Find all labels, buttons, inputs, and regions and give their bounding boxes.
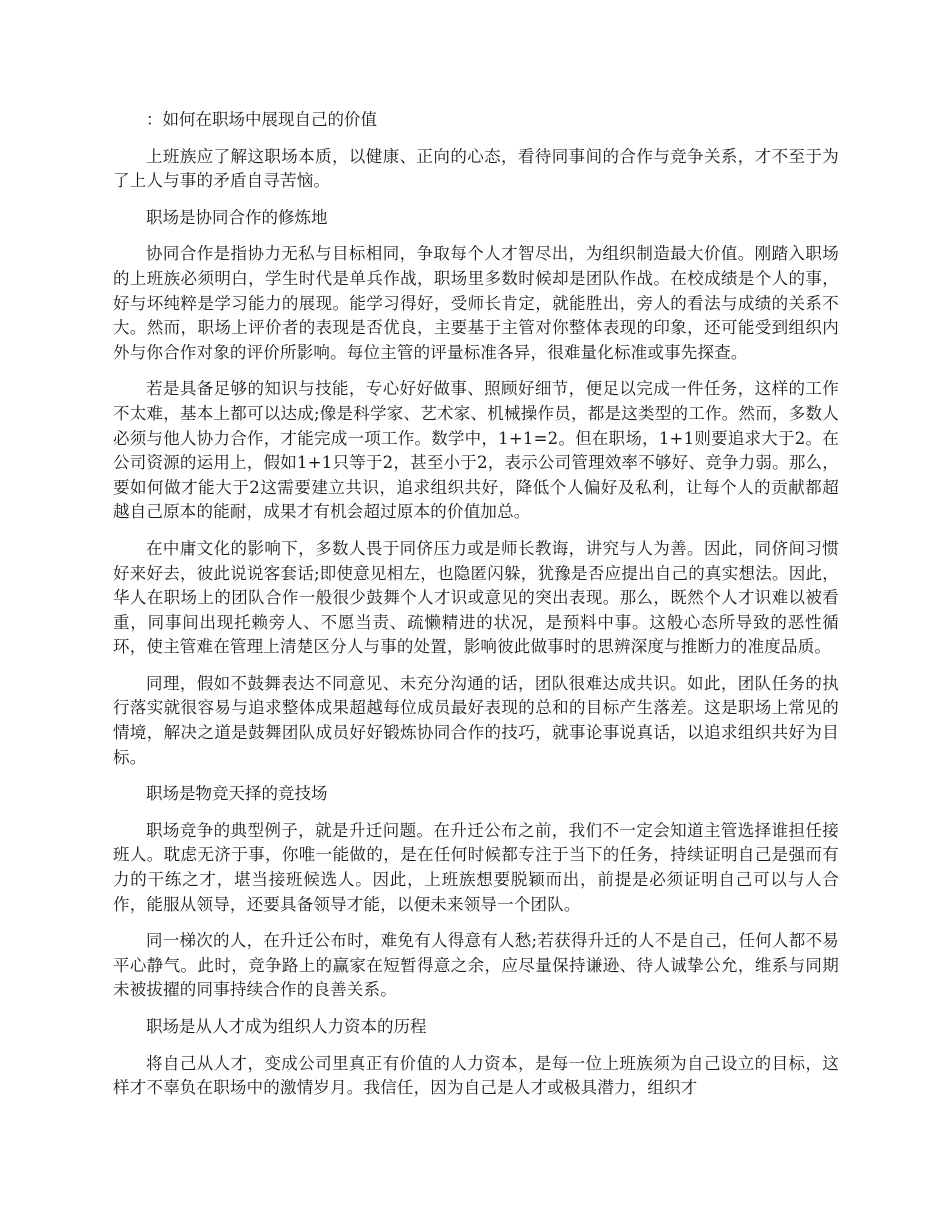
paragraph-culture-influence: 在中庸文化的影响下，多数人畏于同侪压力或是师长教诲，讲究与人为善。因此，同侪间习惯好来好去，彼此说说客套话;即使意见相左，也隐匿闪躲，犹豫是否应提出自己的真实想法。因此，华人在职场上的团队合作一般很少鼓舞个人才识或意见的突出表现。那么，既然个人才识难以被看重，同事间出现托赖旁人、不愿当责、疏懒精进的状况，是预料中事。这般心态所导致的恶性循环，使主管难在管理上清楚区分人与事的处置，影响彼此做事时的思辨深度与推断力的准度品质。 xyxy=(113,538,839,657)
paragraph-promotion: 职场竞争的典型例子，就是升迁问题。在升迁公布之前，我们不一定会知道主管选择谁担任接班人。耽虑无济于事，你唯一能做的，是在任何时候都专注于当下的任务，持续证明自己是强而有力的干练之才，堪当接班候选人。因此，上班族想要脱颖而出，前提是必须证明自己可以与人合作，能服从领导，还要具备领导才能，以便未来领导一个团队。 xyxy=(113,820,839,914)
document-title: ：如何在职场中展现自己的价值 xyxy=(146,110,377,129)
section-heading-human-capital: 职场是从人才成为组织人力资本的历程 xyxy=(146,1017,427,1036)
paragraph-cooperation-definition: 协同合作是指协力无私与目标相同，争取每个人才智尽出，为组织制造最大价值。刚踏入职场的上班族必须明白，学生时代是单兵作战，职场里多数时候却是团队作战。在校成绩是个人的事，好与坏纯粹是学习能力的展现。能学习得好，受师长肯定，就能胜出，旁人的看法与成绩的关系不大。然而，职场上评价者的表现是否优良，主要基于主管对你整体表现的印象，还可能受到组织内外与你合作对象的评价所影响。每位主管的评量标准各异，很难量化标准或事先探查。 xyxy=(113,244,839,362)
paragraph-knowledge-skills: 若是具备足够的知识与技能，专心好好做事、照顾好细节，便足以完成一件任务，这样的工作不太难，基本上都可以达成;像是科学家、艺术家、机械操作员，都是这类型的工作。然而，多数人必须与他人协力合作，才能完成一项工作。数学中，1+1=2。但在职场，1+1则要追求大于2。在公司资源的运用上，假如1+1只等于2，甚至小于2，表示公司管理效率不够好、竞争力弱。那么，要如何做才能大于2这需要建立共识，追求组织共好，降低个人偏好及私利，让每个人的贡献都超越自己原本的能耐，成果才有机会超过原本的价值加总。 xyxy=(113,379,839,522)
paragraph-intro: 上班族应了解这职场本质，以健康、正向的心态，看待同事间的合作与竞争关系，才不至于为了上人与事的矛盾自寻苦恼。 xyxy=(113,146,839,191)
paragraph-same-cohort: 同一梯次的人，在升迁公布时，难免有人得意有人愁;若获得升迁的人不是自己，任何人都不易平心静气。此时，竞争路上的赢家在短暂得意之余，应尽量保持谦逊、待人诚挚公允，维系与同期未被拔擢的同事持续合作的良善关系。 xyxy=(113,931,839,1000)
section-heading-competition: 职场是物竞天择的竞技场 xyxy=(146,784,328,804)
paragraph-human-capital: 将自己从人才，变成公司里真正有价值的人力资本，是每一位上班族须为自己设立的目标，这样才不辜负在职场中的激情岁月。我信任，因为自己是人才或极具潜力，组织才 xyxy=(113,1053,839,1098)
document-page xyxy=(113,108,839,1113)
paragraph-consensus: 同理，假如不鼓舞表达不同意见、未充分沟通的话，团队很难达成共识。如此，团队任务的执行落实就很容易与追求整体成果超越每位成员最好表现的总和的目标产生落差。这是职场上常见的情境，解决之道是鼓舞团队成员好好锻炼协同合作的技巧，就事论事说真话，以追求组织共好为目标。 xyxy=(113,673,839,767)
section-heading-cooperation: 职场是协同合作的修炼地 xyxy=(146,207,328,227)
